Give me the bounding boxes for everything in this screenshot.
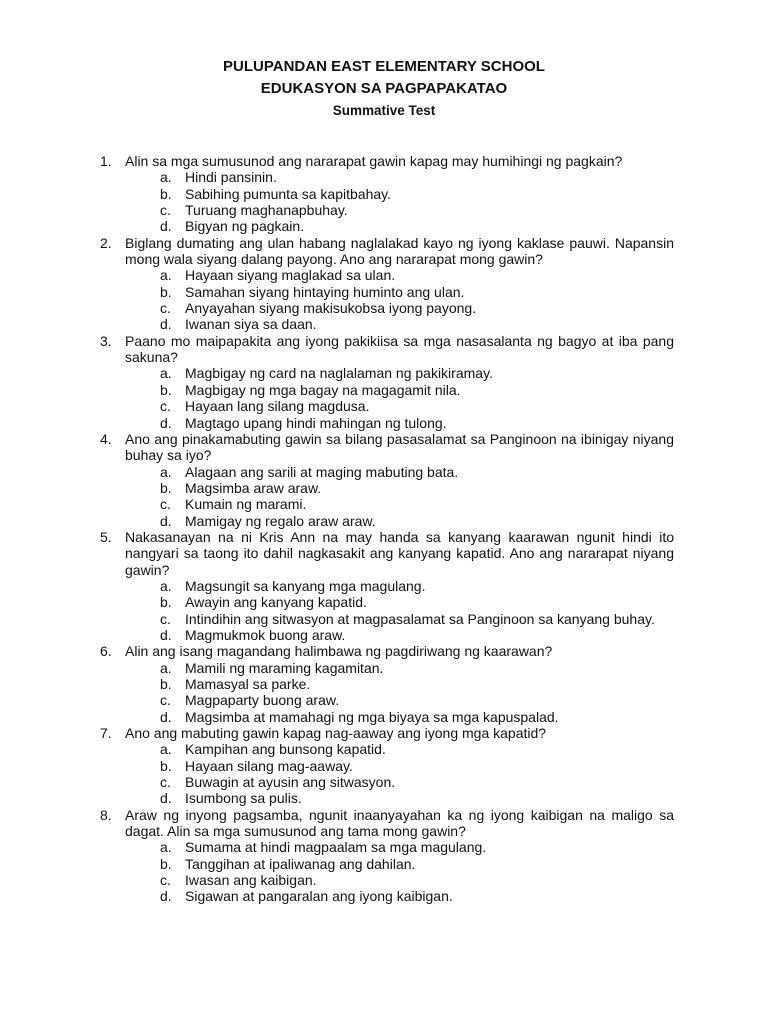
choice-letter: d. xyxy=(160,626,172,643)
choice-text: Bigyan ng pagkain. xyxy=(185,218,305,235)
choice-text: Magsungit sa kanyang mga magulang. xyxy=(185,577,426,594)
choice-text: Iwanan siya sa daan. xyxy=(185,316,317,333)
choice-text: Sabihing pumunta sa kapitbahay. xyxy=(185,185,391,202)
choice-item xyxy=(100,415,674,431)
choice-item xyxy=(100,218,674,234)
choice-text: Magpaparty buong araw. xyxy=(185,692,340,709)
choice-item xyxy=(100,316,674,332)
choice-text: Sumama at hindi magpaalam sa mga magulang. xyxy=(185,839,487,856)
choice-item xyxy=(100,839,674,855)
choice-item xyxy=(100,790,674,806)
choice-list xyxy=(100,365,674,430)
question-item xyxy=(100,235,674,333)
choice-letter: b. xyxy=(160,757,172,774)
question-text: Ano ang pinakamabuting gawin sa bilang pasasalamat sa Panginoon na ibinigay niyang buhay sa iyo? xyxy=(125,430,674,464)
question-number: 2. xyxy=(100,234,112,251)
question-number: 5. xyxy=(100,528,112,545)
choice-item xyxy=(100,758,674,774)
choice-list xyxy=(100,169,674,234)
question-number: 3. xyxy=(100,332,112,349)
choice-text: Magmukmok buong araw. xyxy=(185,626,346,643)
choice-letter: c. xyxy=(160,202,171,219)
choice-text: Magsimba araw araw. xyxy=(185,479,322,496)
choice-text: Mamigay ng regalo araw araw. xyxy=(185,512,376,529)
choice-letter: b. xyxy=(160,676,172,692)
choice-text: Alagaan ang sarili at maging mabuting bata. xyxy=(185,463,459,480)
question-number: 1. xyxy=(100,153,112,169)
choice-letter: b. xyxy=(160,594,172,611)
choice-text: Intindihin ang sitwasyon at magpasalamat sa Panginoon sa kanyang buhay. xyxy=(185,610,655,627)
choice-letter: c. xyxy=(160,610,171,627)
choice-item xyxy=(100,202,674,218)
choice-text: Hindi pansinin. xyxy=(185,169,277,186)
choice-item xyxy=(100,611,674,627)
choice-letter: d. xyxy=(160,708,172,725)
choice-text: Magtago upang hindi mahingan ng tulong. xyxy=(185,414,447,431)
choice-text: Magsimba at mamahagi ng mga biyaya sa mga kapuspalad. xyxy=(185,708,559,725)
choice-item xyxy=(100,513,674,529)
choice-text: Kampihan ang bunsong kapatid. xyxy=(185,741,386,758)
choice-text: Turuang maghanapbuhay. xyxy=(185,202,348,219)
choice-text: Hayaan silang mag-aaway. xyxy=(185,757,353,774)
question-number: 8. xyxy=(100,806,112,823)
question-list xyxy=(100,153,674,905)
choice-item xyxy=(100,382,674,398)
question-item xyxy=(100,529,674,643)
choice-item xyxy=(100,594,674,610)
choice-item xyxy=(100,464,674,480)
choice-letter: b. xyxy=(160,855,172,872)
choice-text: Mamasyal sa parke. xyxy=(185,676,311,692)
choice-letter: d. xyxy=(160,790,172,807)
question-text: Alin ang isang magandang halimbawa ng pagdiriwang ng kaarawan? xyxy=(125,643,553,660)
choice-text: Isumbong sa pulis. xyxy=(185,790,302,807)
choice-item xyxy=(100,676,674,692)
choice-text: Mamili ng maraming kagamitan. xyxy=(185,659,384,676)
choice-letter: a. xyxy=(160,463,172,480)
choice-item xyxy=(100,398,674,414)
choice-letter: a. xyxy=(160,267,172,284)
choice-letter: c. xyxy=(160,300,171,317)
choice-letter: a. xyxy=(160,169,172,186)
choice-item xyxy=(100,578,674,594)
choice-item xyxy=(100,300,674,316)
question-text: Araw ng inyong pagsamba, ngunit inaanyayahan ka ng iyong kaibigan na maligo sa dagat. Alin sa mga sumusunod ang tama mong gawin? xyxy=(125,806,674,840)
choice-letter: b. xyxy=(160,185,172,202)
choice-letter: b. xyxy=(160,381,172,398)
question-text: Nakasanayan na ni Kris Ann na may handa sa kanyang kaarawan ngunit hindi ito nangyari sa taong ito dahil nagkasakit ang kanyang kapatid. Ano ang nararapat niyang gawin? xyxy=(125,528,674,578)
choice-text: Kumain ng marami. xyxy=(185,496,307,513)
choice-text: Buwagin at ayusin ang sitwasyon. xyxy=(185,774,396,791)
choice-item xyxy=(100,692,674,708)
choice-item xyxy=(100,186,674,202)
choice-letter: d. xyxy=(160,316,172,333)
test-title: Summative Test xyxy=(332,103,436,118)
choice-list xyxy=(100,839,674,904)
choice-letter: d. xyxy=(160,512,172,529)
choice-letter: a. xyxy=(160,577,172,594)
question-item xyxy=(100,807,674,905)
choice-item xyxy=(100,284,674,300)
choice-letter: d. xyxy=(160,218,172,235)
choice-letter: b. xyxy=(160,283,172,300)
choice-text: Samahan siyang hintaying huminto ang ulan. xyxy=(185,283,465,300)
choice-list xyxy=(100,267,674,332)
question-text: Paano mo maipapakita ang iyong pakikiisa sa mga nasasalanta ng bagyo at iba pang sakuna? xyxy=(125,332,674,366)
question-text: Ano ang mabuting gawin kapag nag-aaway ang iyong mga kapatid? xyxy=(125,725,547,742)
choice-text: Anyayahan siyang makisukobsa iyong payong. xyxy=(185,300,477,317)
school-name: PULUPANDAN EAST ELEMENTARY SCHOOL xyxy=(223,58,545,75)
choice-letter: d. xyxy=(160,414,172,431)
choice-letter: c. xyxy=(160,398,171,415)
question-number: 6. xyxy=(100,643,112,660)
choice-text: Magbigay ng card na naglalaman ng pakikiramay. xyxy=(185,365,493,382)
question-text: Biglang dumating ang ulan habang naglalakad kayo ng iyong kaklase pauwi. Napansin mong wala siyang dalang payong. Ano ang nararapat mong gawin? xyxy=(125,234,674,268)
choice-text: Sigawan at pangaralan ang iyong kaibigan. xyxy=(185,888,453,905)
choice-item xyxy=(100,856,674,872)
choice-text: Awayin ang kanyang kapatid. xyxy=(185,594,367,611)
choice-letter: c. xyxy=(160,774,171,791)
choice-item xyxy=(100,888,674,904)
choice-item xyxy=(100,660,674,676)
subject-title: EDUKASYON SA PAGPAPAKATAO xyxy=(260,80,508,97)
choice-item xyxy=(100,627,674,643)
choice-text: Tanggihan at ipaliwanag ang dahilan. xyxy=(185,855,416,872)
choice-list xyxy=(100,464,674,529)
choice-item xyxy=(100,169,674,185)
choice-list xyxy=(100,578,674,643)
choice-letter: a. xyxy=(160,839,172,856)
choice-item xyxy=(100,872,674,888)
choice-letter: a. xyxy=(160,365,172,382)
question-number: 7. xyxy=(100,725,112,742)
choice-item xyxy=(100,496,674,512)
choice-text: Iwasan ang kaibigan. xyxy=(185,872,317,889)
choice-item xyxy=(100,267,674,283)
choice-item xyxy=(100,709,674,725)
question-item xyxy=(100,643,674,725)
choice-text: Hayaan siyang maglakad sa ulan. xyxy=(185,267,396,284)
choice-list xyxy=(100,660,674,725)
choice-letter: d. xyxy=(160,888,172,905)
choice-item xyxy=(100,365,674,381)
choice-list xyxy=(100,741,674,806)
choice-letter: c. xyxy=(160,692,171,709)
choice-item xyxy=(100,480,674,496)
choice-item xyxy=(100,741,674,757)
choice-item xyxy=(100,774,674,790)
question-item xyxy=(100,725,674,807)
choice-text: Magbigay ng mga bagay na magagamit nila. xyxy=(185,381,461,398)
question-item xyxy=(100,333,674,431)
choice-letter: b. xyxy=(160,479,172,496)
choice-text: Hayaan lang silang magdusa. xyxy=(185,398,370,415)
document-header xyxy=(0,56,768,122)
choice-letter: a. xyxy=(160,659,172,676)
choice-letter: c. xyxy=(160,496,171,513)
choice-letter: c. xyxy=(160,872,171,889)
question-text: Alin sa mga sumusunod ang nararapat gawin kapag may humihingi ng pagkain? xyxy=(125,153,623,169)
question-item xyxy=(100,431,674,529)
question-number: 4. xyxy=(100,430,112,447)
choice-letter: a. xyxy=(160,741,172,758)
question-item xyxy=(100,153,674,235)
